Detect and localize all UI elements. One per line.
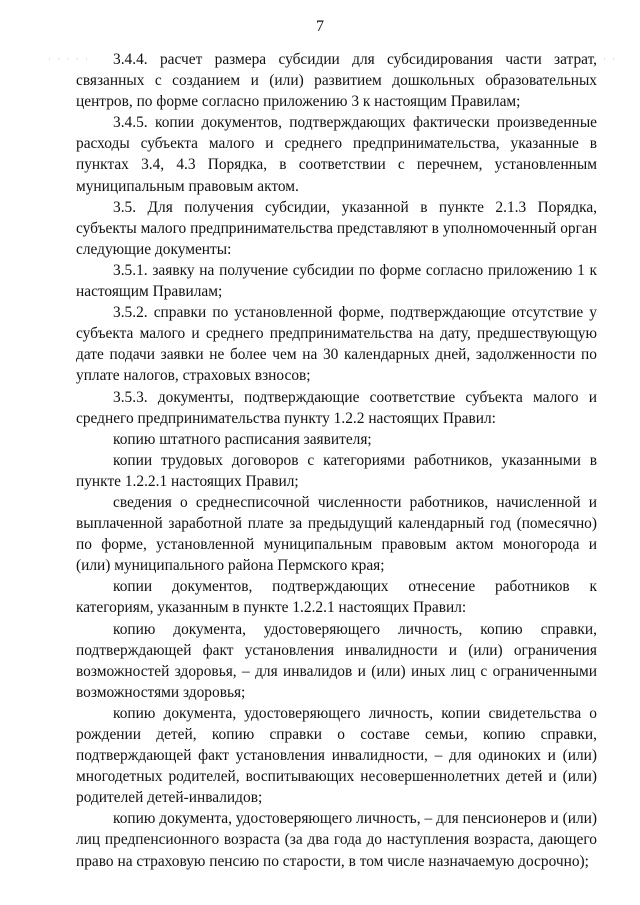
paragraph-3-5-3: 3.5.3. документы, подтверждающие соответствие субъекта малого и среднего предпринимательства пункту 1.2.2 настоящих Правил: xyxy=(76,388,597,427)
list-item-single-large-families: копию документа, удостоверяющего личность, копии свидетельства о рождении детей, копию справки о составе семьи, копию справки, подтверждающей факт установления инвалидности, – для одиноких и (или) многодетных родителей, воспитывающих несовершеннолетних детей и (или) родителей детей-инвалидов; xyxy=(76,704,597,807)
paragraph-3-4-5: 3.4.5. копии документов, подтверждающих фактически произведенные расходы субъекта малого и среднего предпринимательства, указанные в пунктах 3.4, 4.3 Порядка, в соответствии с перечнем, установленным муниципальным правовым актом. xyxy=(76,114,597,195)
paragraph-3-5: 3.5. Для получения субсидии, указанной в пункте 2.1.3 Порядка, субъекты малого предпринимательства представляют в уполномоченный орган следующие документы: xyxy=(76,198,597,258)
list-item-staff-schedule: копию штатного расписания заявителя; xyxy=(113,430,372,448)
document-body xyxy=(76,49,597,872)
paragraph-3-5-2: 3.5.2. справки по установленной форме, подтверждающие отсутствие у субъекта малого и среднего предпринимательства на дату, предшествующую дате подачи заявки не более чем на 30 календарных дней, задолженности по уплате налогов, страховых взносов; xyxy=(76,304,597,385)
scan-artifact-left: · · · · · xyxy=(48,54,90,64)
paragraph-3-4-4: 3.4.4. расчет размера субсидии для субсидирования части затрат, связанных с созданием и (или) развитием дошкольных образовательных центров, по форме согласно приложению 3 к настоящим Правилам; xyxy=(76,51,597,111)
list-item-labor-contracts: копии трудовых договоров с категориями работников, указанными в пункте 1.2.2.1 настоящих Правил; xyxy=(76,451,597,490)
scan-artifact-right: · · xyxy=(603,54,618,64)
list-item-disabled-persons: копию документа, удостоверяющего личность, копию справки, подтверждающей факт установления инвалидности и (или) ограничения возможностей здоровья, – для инвалидов и (или) иных лиц с ограниченными возможностями здоровья; xyxy=(76,620,597,701)
list-item-category-documents: копии документов, подтверждающих отнесение работников к категориям, указанным в пункте 1.2.2.1 настоящих Правил: xyxy=(76,578,597,617)
list-item-pensioners: копию документа, удостоверяющего личность, – для пенсионеров и (или) лиц предпенсионного возраста (за два года до наступления возраста, дающего право на страховую пенсию по старости, в том числе назначаемую досрочно); xyxy=(76,810,597,870)
list-item-headcount-info: сведения о среднесписочной численности работников, начисленной и выплаченной заработной плате за предыдущий календарный год (помесячно) по форме, установленной муниципальным правовым актом моногорода и (или) муниципального района Пермского края; xyxy=(76,493,597,575)
paragraph-3-5-1: 3.5.1. заявку на получение субсидии по форме согласно приложению 1 к настоящим Правилам; xyxy=(76,261,597,301)
page-number: 7 xyxy=(316,18,324,35)
